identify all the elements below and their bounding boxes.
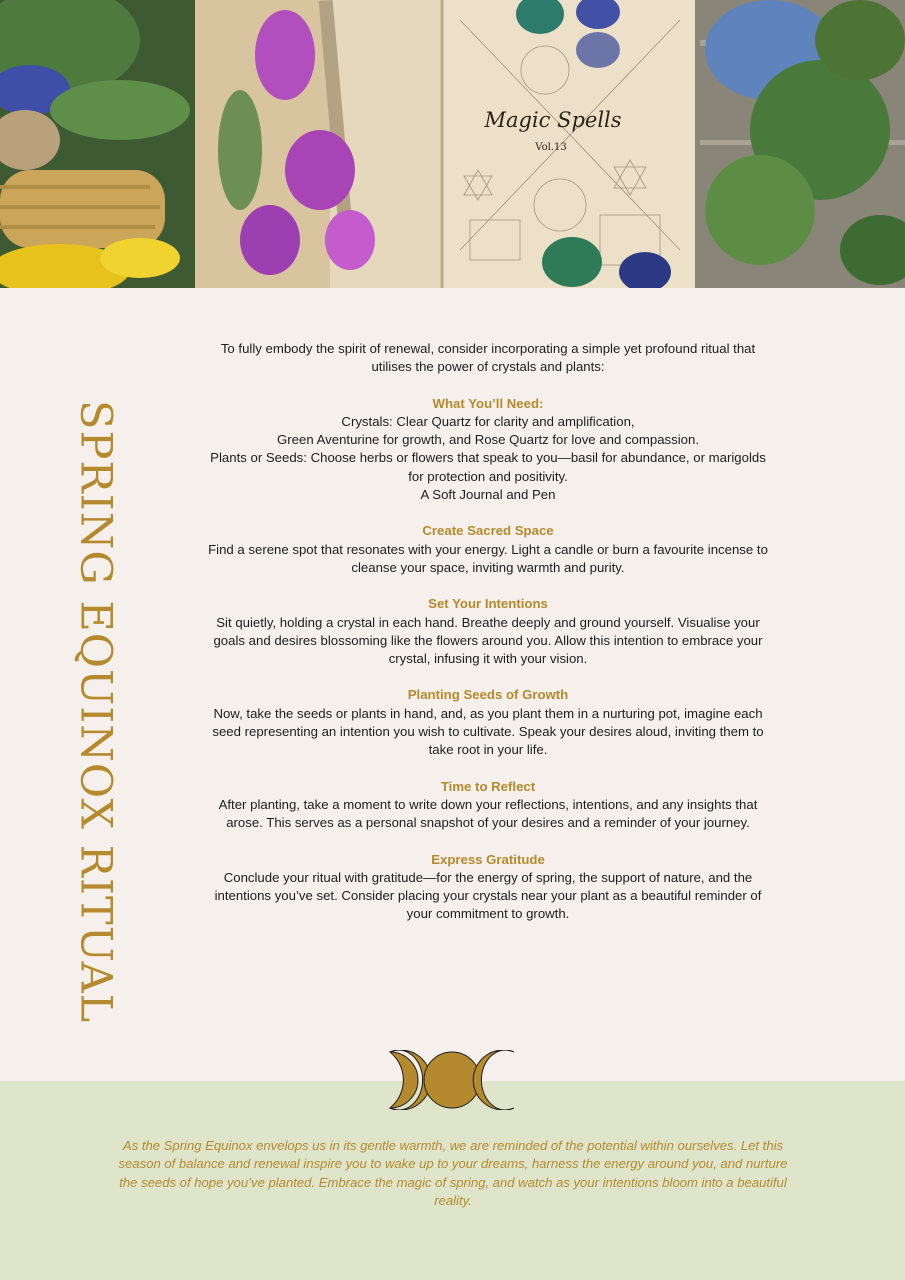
needs-item: A Soft Journal and Pen (420, 487, 556, 503)
section-body: Now, take the seeds or plants in hand, and, as you plant them in a nurturing pot, imagine each seed representing an intention you wish to cultivate. Speak your desires aloud, inviting them to take root in your life. (212, 705, 764, 758)
needs-item: Green Aventurine for growth, and Rose Quartz for love and compassion. (277, 432, 699, 448)
section-heading: Planting Seeds of Growth (407, 687, 569, 703)
section-body: Find a serene spot that resonates with your energy. Light a candle or burn a favourite incense to cleanse your space, inviting warmth and purity. (208, 541, 768, 575)
needs-heading: What You’ll Need: (432, 395, 544, 411)
closing-footer (0, 1081, 905, 1280)
section-time-to-reflect (205, 778, 771, 833)
hero-photo (0, 0, 905, 288)
intro-paragraph: To fully embody the spirit of renewal, consider incorporating a simple yet profound ritual that utilises the power of crystals and plants: (220, 341, 756, 375)
needs-block (205, 395, 771, 505)
section-body: After planting, take a moment to write down your reflections, intentions, and any insights that arose. This serves as a personal snapshot of your desires and a reminder of your journey. (218, 796, 758, 831)
section-heading: Create Sacred Space (422, 523, 554, 539)
needs-item: Plants or Seeds: Choose herbs or flowers that speak to you—basil for abundance, or marigolds for protection and positivity. (210, 450, 766, 484)
section-body: Conclude your ritual with gratitude—for the energy of spring, the support of nature, and the intentions you’ve set. Consider placing your crystals near your plant as a beautiful reminder of your commitment to growth. (214, 869, 762, 922)
closing-paragraph: As the Spring Equinox envelops us in its gentle warmth, we are reminded of the potential within ourselves. Let this season of balance and renewal inspire you to wake up to your dreams, harness the energy around you, and nurture the seeds of hope you’ve planted. Embrace the magic of spring, and watch as your intentions bloom into a beautiful reality. (118, 1138, 788, 1208)
needs-list (205, 413, 771, 504)
section-body: Sit quietly, holding a crystal in each hand. Breathe deeply and ground yourself. Visualise your goals and desires blossoming like the flowers around you. Allow this intention to embrace your crystal, infusing it with your vision. (213, 614, 763, 667)
section-create-sacred-space (205, 522, 771, 577)
section-heading: Time to Reflect (440, 778, 536, 794)
needs-item: Crystals: Clear Quartz for clarity and amplification, (341, 413, 635, 429)
section-express-gratitude (205, 851, 771, 924)
page-title: SPRING EQUINOX RITUAL (70, 400, 121, 1024)
book-title: Magic Spells (484, 108, 622, 132)
book-volume: Vol.13 (535, 142, 567, 153)
vertical-title-wrapper (70, 400, 120, 1040)
ritual-content (205, 340, 771, 924)
section-planting-seeds (205, 686, 771, 759)
section-set-your-intentions (205, 595, 771, 668)
section-heading: Set Your Intentions (428, 596, 548, 612)
section-heading: Express Gratitude (431, 851, 545, 867)
triple-moon-icon (388, 1050, 516, 1110)
